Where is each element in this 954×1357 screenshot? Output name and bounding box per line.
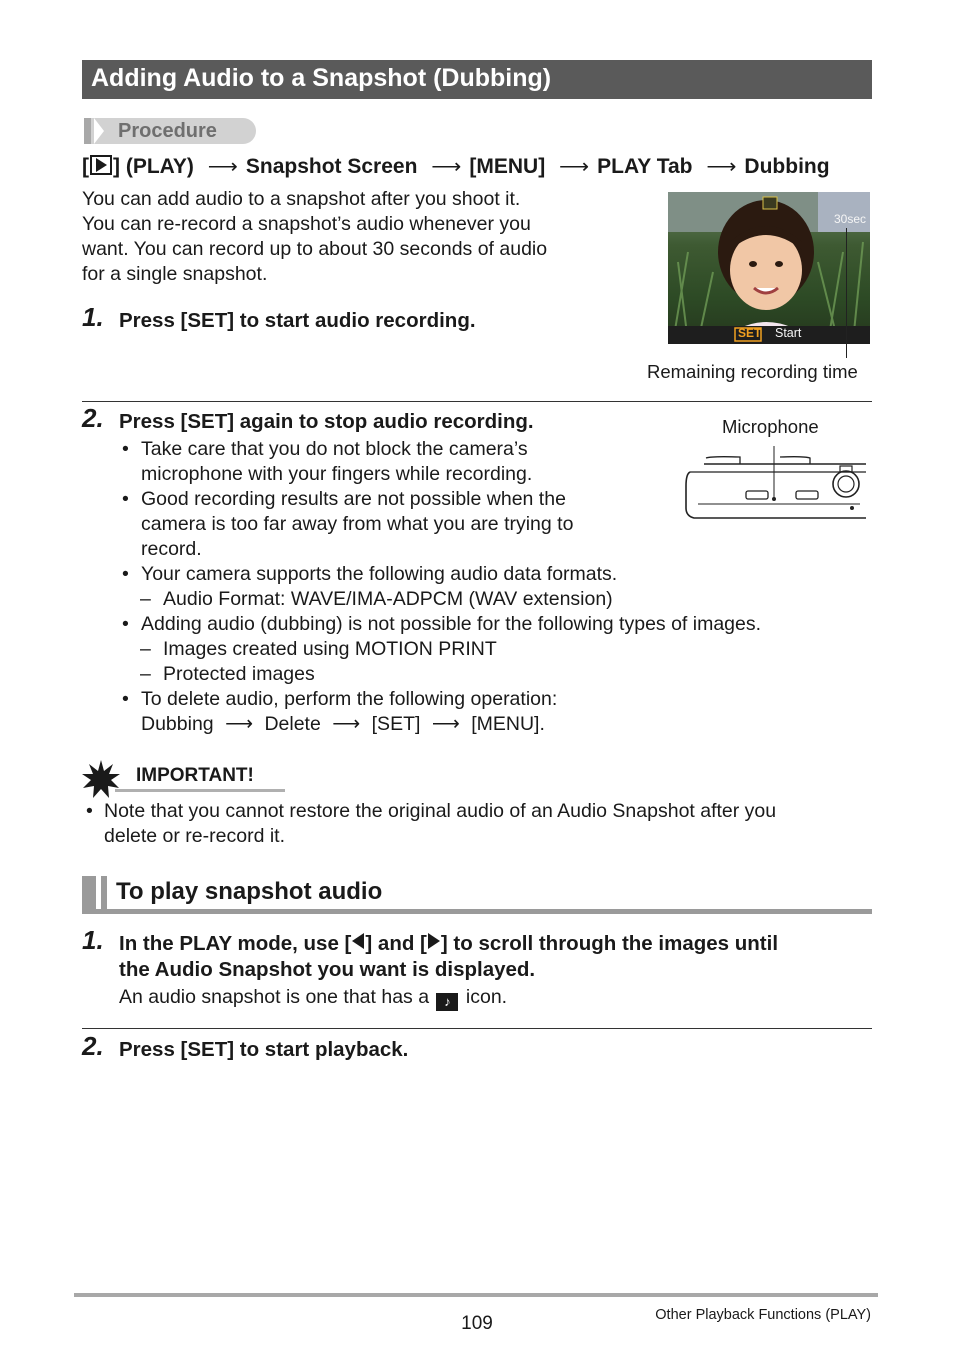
section2-step-1-text-line2: the Audio Snapshot you want is displayed. bbox=[119, 958, 536, 981]
list-item: • To delete audio, perform the following operation: bbox=[122, 688, 558, 710]
step-1 bbox=[82, 925, 104, 956]
callout-line bbox=[846, 228, 847, 358]
step-1 bbox=[82, 302, 104, 333]
step-2 bbox=[82, 403, 104, 434]
microphone-label: Microphone bbox=[722, 416, 819, 437]
step-number: 2. bbox=[82, 403, 104, 433]
arrow-icon: ⟶ bbox=[559, 155, 590, 178]
list-item: • Your camera supports the following audio data formats. bbox=[122, 563, 618, 585]
divider bbox=[82, 401, 872, 402]
footer-title: Other Playback Functions (PLAY) bbox=[655, 1307, 871, 1323]
arrow-icon: ⟶ bbox=[706, 155, 737, 178]
list-item: – Protected images bbox=[140, 663, 315, 685]
important-underline bbox=[115, 789, 285, 792]
step-number: 1. bbox=[82, 925, 104, 955]
delete-path: Dubbing ⟶ Delete ⟶ [SET] ⟶ [MENU]. bbox=[141, 713, 545, 735]
set-label: SET bbox=[738, 326, 762, 340]
arrow-icon: ⟶ bbox=[431, 713, 460, 735]
list-item: – Audio Format: WAVE/IMA-ADPCM (WAV extension) bbox=[140, 588, 613, 610]
important-note: • Note that you cannot restore the original audio of an Audio Snapshot after you delete or re-record it. bbox=[86, 800, 777, 847]
page-title-bar bbox=[82, 60, 872, 99]
list-item: • Good recording results are not possible when the bbox=[122, 488, 566, 510]
right-arrow-icon bbox=[428, 933, 440, 949]
section2-step-1-text: In the PLAY mode, use [ ] and [ ] to scroll through the images until bbox=[119, 932, 779, 955]
page-number: 109 bbox=[461, 1313, 493, 1334]
start-label: Start bbox=[775, 326, 802, 340]
list-item: – Images created using MOTION PRINT bbox=[140, 638, 497, 660]
section2-step-1-desc: An audio snapshot is one that has a ♪ icon. bbox=[119, 986, 508, 1009]
list-item: camera is too far away from what you are trying to bbox=[141, 513, 574, 535]
footer-rule bbox=[74, 1293, 878, 1297]
page-title: Adding Audio to a Snapshot (Dubbing) bbox=[91, 64, 552, 92]
step-number: 2. bbox=[82, 1031, 104, 1061]
audio-snapshot-icon: ♪ bbox=[436, 993, 458, 1011]
remaining-time-label: Remaining recording time bbox=[647, 361, 858, 382]
list-item: record. bbox=[141, 538, 202, 560]
important-burst-icon bbox=[82, 760, 120, 798]
step-number: 1. bbox=[82, 302, 104, 332]
procedure-path: [ ] (PLAY) ⟶ Snapshot Screen ⟶ [MENU] ⟶ PLAY Tab ⟶ Dubbing bbox=[82, 155, 830, 178]
arrow-icon: ⟶ bbox=[207, 155, 238, 178]
step-1-text: Press [SET] to start audio recording. bbox=[119, 309, 476, 332]
snapshot-photo bbox=[668, 192, 870, 344]
notes-list bbox=[118, 437, 878, 737]
list-item: • Adding audio (dubbing) is not possible for the following types of images. bbox=[122, 613, 762, 635]
play-icon bbox=[90, 155, 112, 175]
divider bbox=[82, 1028, 872, 1029]
list-item: microphone with your fingers while recording. bbox=[141, 463, 533, 485]
section-header bbox=[82, 876, 872, 914]
step-2 bbox=[82, 1031, 104, 1062]
procedure-tag bbox=[84, 118, 256, 144]
list-item: • Take care that you do not block the camera’s bbox=[122, 438, 528, 460]
section2-step-2-text: Press [SET] to start playback. bbox=[119, 1038, 409, 1061]
step-2-text: Press [SET] again to stop audio recording. bbox=[119, 410, 534, 433]
arrow-icon: ⟶ bbox=[431, 155, 462, 178]
arrow-icon: ⟶ bbox=[332, 713, 361, 735]
section-title: To play snapshot audio bbox=[116, 878, 383, 905]
procedure-label: Procedure bbox=[118, 120, 217, 142]
important-label: IMPORTANT! bbox=[136, 765, 254, 786]
remaining-counter: 30sec bbox=[834, 212, 867, 226]
left-arrow-icon bbox=[352, 933, 364, 949]
intro-paragraph: You can add audio to a snapshot after you shoot it. You can re-record a snapshot’s audio whenever you want. You can record up to about 30 seconds of audio for a single snapshot. bbox=[82, 188, 548, 285]
arrow-icon: ⟶ bbox=[225, 713, 254, 735]
